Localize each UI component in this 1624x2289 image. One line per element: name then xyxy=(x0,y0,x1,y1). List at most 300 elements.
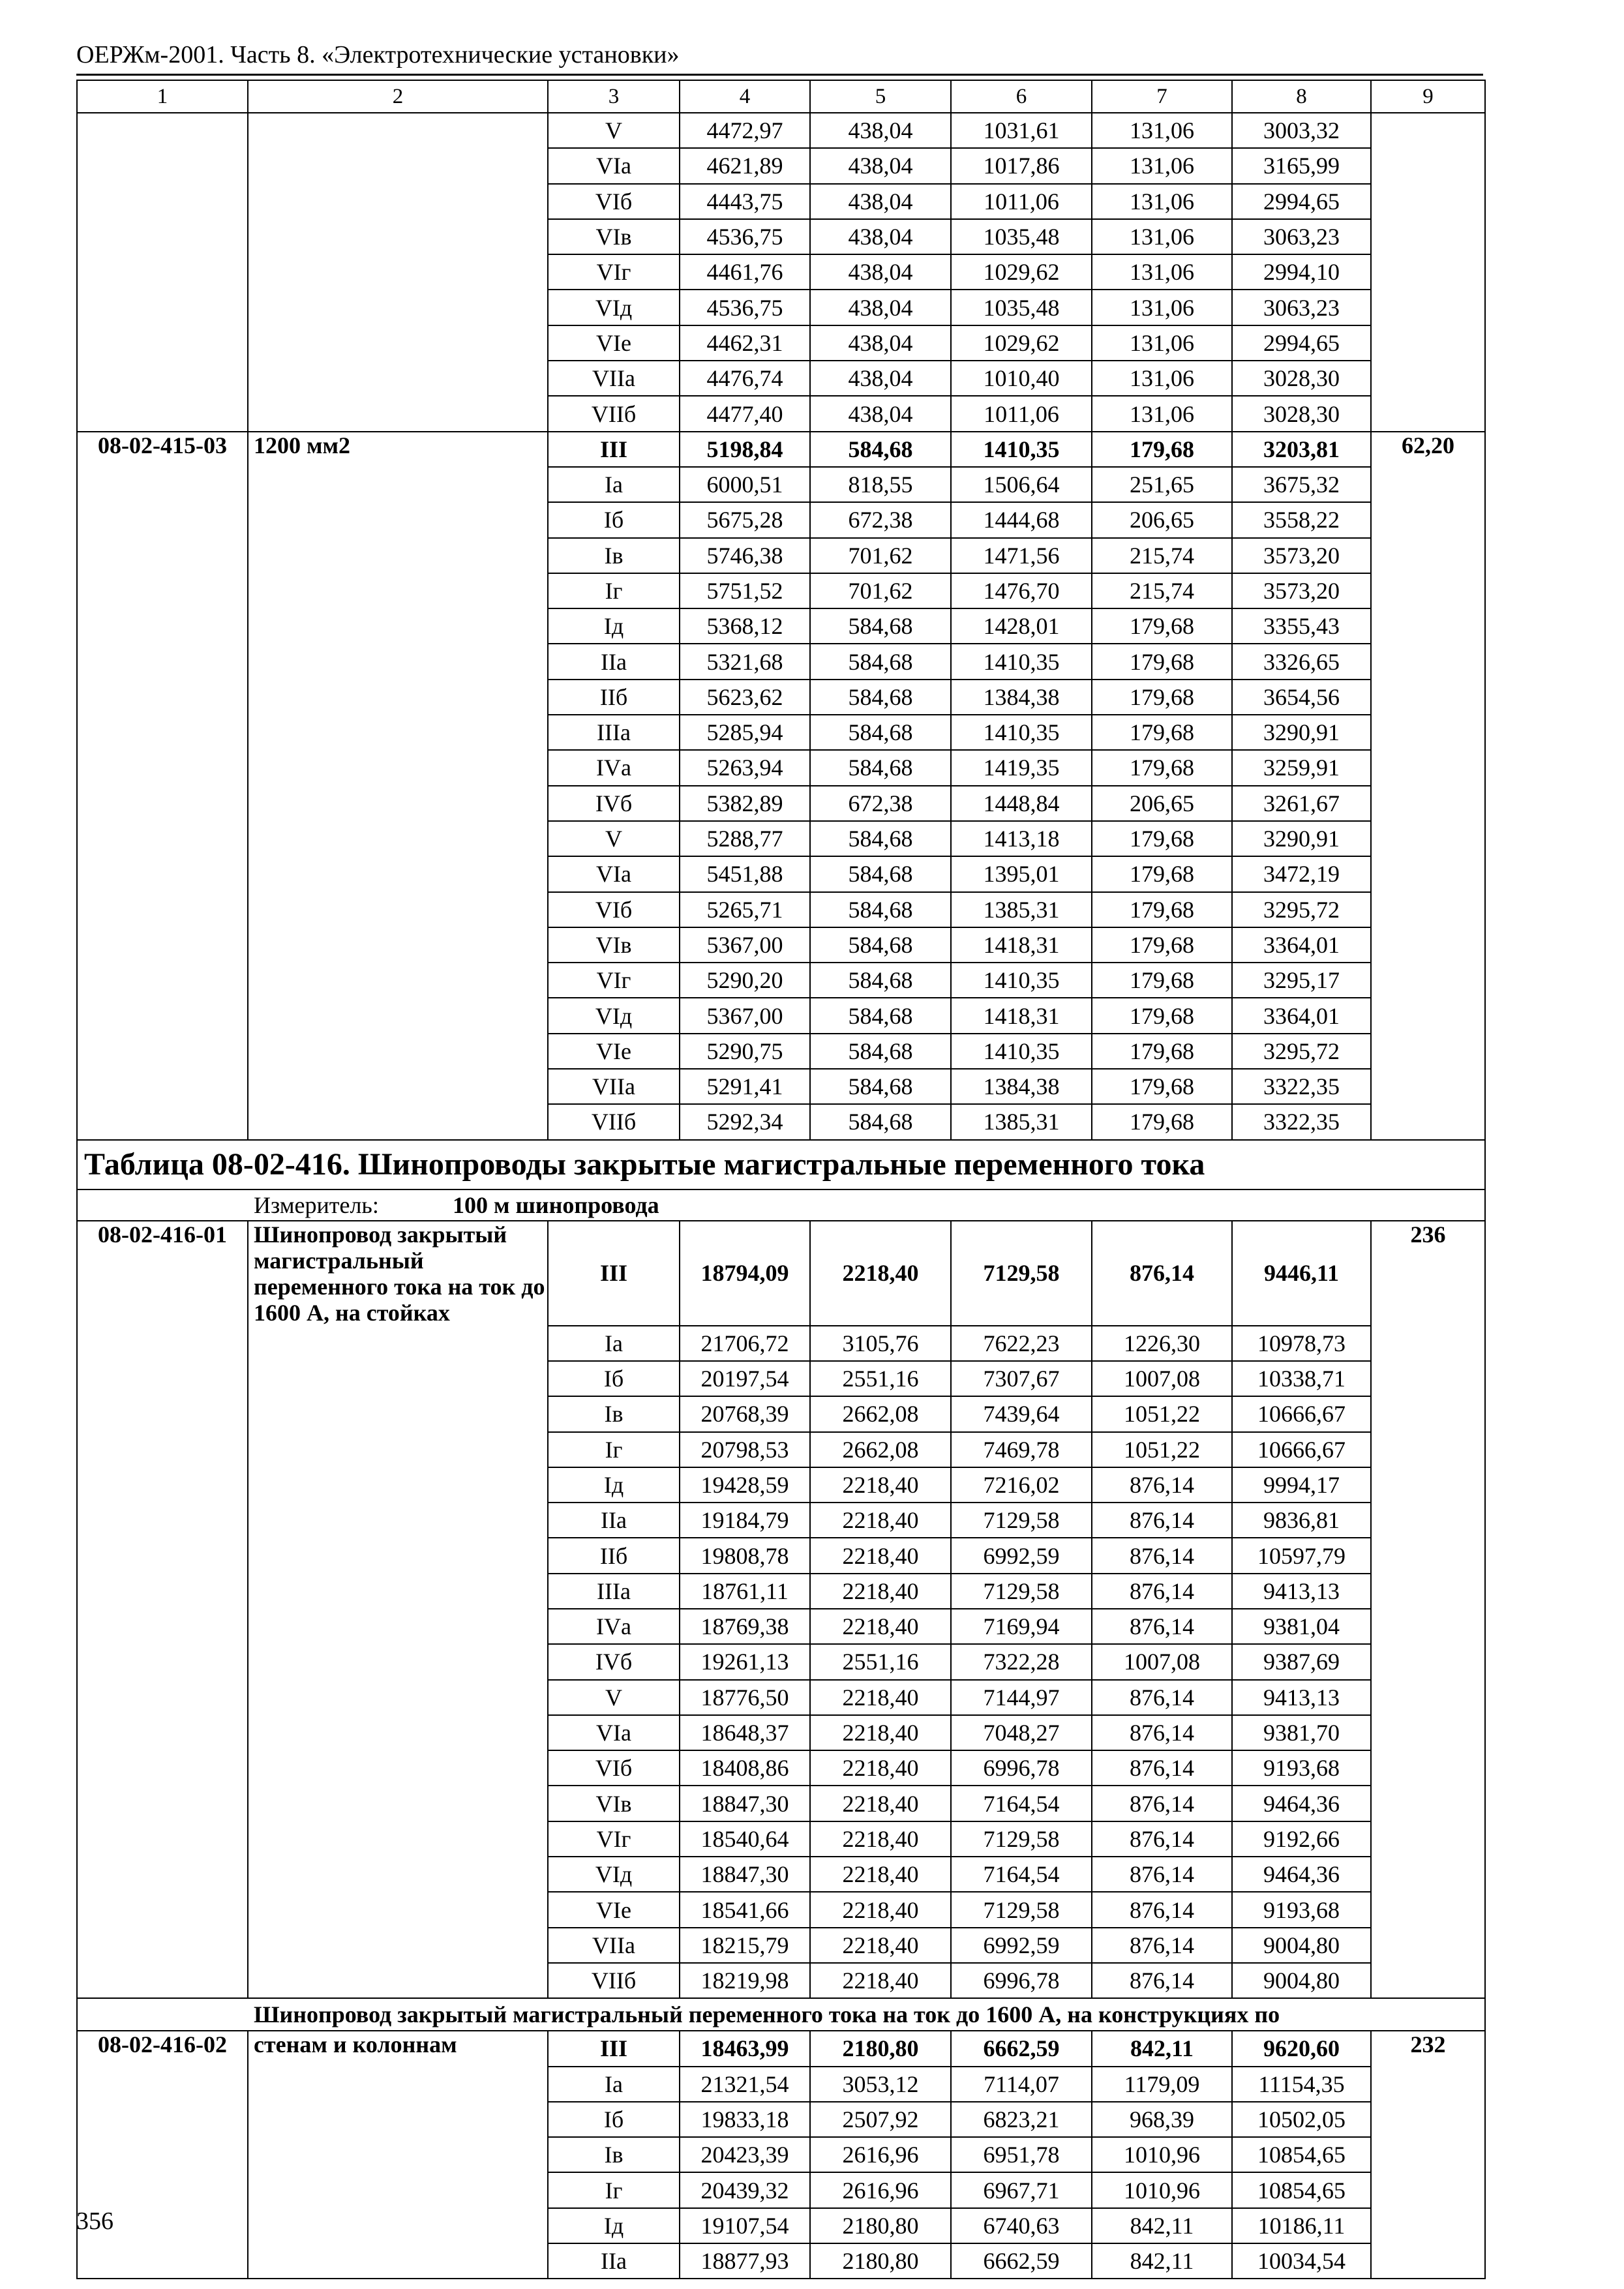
table-row xyxy=(77,1034,1485,1069)
region-zone-cell: VIв xyxy=(548,927,680,963)
labor-hours-cell xyxy=(1371,254,1485,290)
labor-cost-cell: 584,68 xyxy=(810,644,951,679)
operator-pay-cell: 179,68 xyxy=(1092,963,1232,998)
labor-cost-cell: 438,04 xyxy=(810,113,951,148)
materials-cost-cell: 11154,35 xyxy=(1232,2067,1371,2102)
rate-code-cell xyxy=(77,2172,248,2207)
total-cost-cell: 5290,20 xyxy=(680,963,810,998)
machine-cost-cell: 6992,59 xyxy=(951,1538,1092,1573)
region-zone-cell: Iг xyxy=(548,1432,680,1467)
work-name-cell xyxy=(248,396,548,431)
rate-code-cell xyxy=(77,1821,248,1857)
labor-hours-cell xyxy=(1371,1963,1485,1998)
labor-hours-cell xyxy=(1371,1609,1485,1644)
table-row xyxy=(77,1574,1485,1609)
total-cost-cell: 5290,75 xyxy=(680,1034,810,1069)
operator-pay-cell: 179,68 xyxy=(1092,644,1232,679)
machine-cost-cell: 1011,06 xyxy=(951,184,1092,219)
table-row xyxy=(77,1644,1485,1679)
work-name-cell xyxy=(248,750,548,785)
table-row xyxy=(77,680,1485,715)
work-name-cell xyxy=(248,715,548,750)
machine-cost-cell: 7114,07 xyxy=(951,2067,1092,2102)
operator-pay-cell: 876,14 xyxy=(1092,1892,1232,1927)
work-name-cell xyxy=(248,1644,548,1679)
operator-pay-cell: 206,65 xyxy=(1092,786,1232,821)
labor-cost-cell: 2218,40 xyxy=(810,1221,951,1326)
region-zone-cell: VIг xyxy=(548,963,680,998)
work-name-cell xyxy=(248,1857,548,1892)
materials-cost-cell: 10666,67 xyxy=(1232,1432,1371,1467)
rate-code-cell xyxy=(77,1326,248,1361)
labor-cost-cell: 2218,40 xyxy=(810,1503,951,1538)
operator-pay-cell: 876,14 xyxy=(1092,1715,1232,1750)
labor-hours-cell xyxy=(1371,644,1485,679)
rate-code-cell xyxy=(77,254,248,290)
work-name-cell xyxy=(248,2102,548,2137)
work-name-cell xyxy=(248,1609,548,1644)
machine-cost-cell: 1035,48 xyxy=(951,290,1092,325)
measure-cell xyxy=(77,1189,1485,1221)
operator-pay-cell: 1051,22 xyxy=(1092,1432,1232,1467)
materials-cost-cell: 9413,13 xyxy=(1232,1574,1371,1609)
rate-code-cell xyxy=(77,1467,248,1503)
labor-hours-cell xyxy=(1371,1644,1485,1679)
total-cost-cell: 4536,75 xyxy=(680,290,810,325)
rate-code-cell xyxy=(77,396,248,431)
total-cost-cell: 5291,41 xyxy=(680,1069,810,1104)
column-number: 8 xyxy=(1232,80,1371,113)
labor-hours-cell xyxy=(1371,715,1485,750)
region-zone-cell: Iа xyxy=(548,2067,680,2102)
materials-cost-cell: 9446,11 xyxy=(1232,1221,1371,1326)
total-cost-cell: 18540,64 xyxy=(680,1821,810,1857)
labor-hours-cell: 62,20 xyxy=(1371,432,1485,467)
operator-pay-cell: 876,14 xyxy=(1092,1928,1232,1963)
operator-pay-cell: 179,68 xyxy=(1092,821,1232,856)
labor-cost-cell: 584,68 xyxy=(810,892,951,927)
labor-hours-cell xyxy=(1371,608,1485,644)
total-cost-cell: 4477,40 xyxy=(680,396,810,431)
labor-cost-cell: 2551,16 xyxy=(810,1644,951,1679)
region-zone-cell: VIб xyxy=(548,1750,680,1786)
work-name-cell xyxy=(248,2243,548,2279)
rate-code-cell xyxy=(77,1963,248,1998)
table-row xyxy=(77,608,1485,644)
materials-cost-cell: 10338,71 xyxy=(1232,1361,1371,1396)
work-name-cell xyxy=(248,1034,548,1069)
region-zone-cell: VIа xyxy=(548,856,680,891)
rate-code-cell xyxy=(77,892,248,927)
total-cost-cell: 18463,99 xyxy=(680,2031,810,2066)
total-cost-cell: 5288,77 xyxy=(680,821,810,856)
total-cost-cell: 18761,11 xyxy=(680,1574,810,1609)
machine-cost-cell: 7048,27 xyxy=(951,1715,1092,1750)
materials-cost-cell: 3364,01 xyxy=(1232,927,1371,963)
total-cost-cell: 21706,72 xyxy=(680,1326,810,1361)
region-zone-cell: Iв xyxy=(548,1396,680,1431)
table-row xyxy=(77,1221,1485,1326)
total-cost-cell: 18847,30 xyxy=(680,1786,810,1821)
table-row xyxy=(77,1432,1485,1467)
labor-hours-cell xyxy=(1371,219,1485,254)
total-cost-cell: 5367,00 xyxy=(680,927,810,963)
labor-cost-cell: 2551,16 xyxy=(810,1361,951,1396)
labor-cost-cell: 438,04 xyxy=(810,361,951,396)
labor-hours-cell xyxy=(1371,2208,1485,2243)
rate-code-cell xyxy=(77,1857,248,1892)
region-zone-cell: Iа xyxy=(548,1326,680,1361)
region-zone-cell: Iа xyxy=(548,467,680,502)
region-zone-cell: VIIа xyxy=(548,1069,680,1104)
region-zone-cell: VIе xyxy=(548,1034,680,1069)
work-name-cell xyxy=(248,927,548,963)
region-zone-cell: VIб xyxy=(548,892,680,927)
region-zone-cell: III xyxy=(548,432,680,467)
work-name-cell xyxy=(248,1538,548,1573)
rate-code-cell xyxy=(77,325,248,361)
labor-cost-cell: 584,68 xyxy=(810,927,951,963)
work-name-cell xyxy=(248,502,548,537)
total-cost-cell: 19428,59 xyxy=(680,1467,810,1503)
labor-hours-cell xyxy=(1371,290,1485,325)
labor-hours-cell xyxy=(1371,1104,1485,1139)
materials-cost-cell: 9004,80 xyxy=(1232,1928,1371,1963)
machine-cost-cell: 1418,31 xyxy=(951,998,1092,1033)
operator-pay-cell: 876,14 xyxy=(1092,1574,1232,1609)
rate-code-cell xyxy=(77,680,248,715)
region-zone-cell: VIа xyxy=(548,1715,680,1750)
region-zone-cell: Iд xyxy=(548,608,680,644)
labor-cost-cell: 438,04 xyxy=(810,184,951,219)
total-cost-cell: 18215,79 xyxy=(680,1928,810,1963)
total-cost-cell: 5368,12 xyxy=(680,608,810,644)
table-row xyxy=(77,1892,1485,1927)
rate-code-cell xyxy=(77,786,248,821)
total-cost-cell: 5265,71 xyxy=(680,892,810,927)
labor-hours-cell xyxy=(1371,1680,1485,1715)
rate-code-cell xyxy=(77,1034,248,1069)
materials-cost-cell: 3322,35 xyxy=(1232,1069,1371,1104)
machine-cost-cell: 1385,31 xyxy=(951,892,1092,927)
table-row xyxy=(77,1928,1485,1963)
operator-pay-cell: 1179,09 xyxy=(1092,2067,1232,2102)
operator-pay-cell: 842,11 xyxy=(1092,2031,1232,2066)
labor-cost-cell: 2180,80 xyxy=(810,2208,951,2243)
table-row xyxy=(77,290,1485,325)
labor-hours-cell xyxy=(1371,2243,1485,2279)
rate-code-cell xyxy=(77,219,248,254)
labor-cost-cell: 584,68 xyxy=(810,856,951,891)
labor-cost-cell: 2218,40 xyxy=(810,1963,951,1998)
machine-cost-cell: 7622,23 xyxy=(951,1326,1092,1361)
region-zone-cell: V xyxy=(548,113,680,148)
region-zone-cell: VIд xyxy=(548,290,680,325)
materials-cost-cell: 3295,17 xyxy=(1232,963,1371,998)
total-cost-cell: 18776,50 xyxy=(680,1680,810,1715)
table-row xyxy=(77,502,1485,537)
operator-pay-cell: 842,11 xyxy=(1092,2243,1232,2279)
materials-cost-cell: 10978,73 xyxy=(1232,1326,1371,1361)
work-name-cell xyxy=(248,573,548,608)
table-row xyxy=(77,467,1485,502)
rate-code-cell xyxy=(77,1680,248,1715)
work-name-cell xyxy=(248,680,548,715)
column-number: 9 xyxy=(1371,80,1485,113)
table-row xyxy=(77,1503,1485,1538)
machine-cost-cell: 1410,35 xyxy=(951,1034,1092,1069)
region-zone-cell: V xyxy=(548,1680,680,1715)
rate-code-cell xyxy=(77,184,248,219)
column-number: 4 xyxy=(680,80,810,113)
table-row xyxy=(77,2172,1485,2207)
labor-cost-cell: 2218,40 xyxy=(810,1750,951,1786)
machine-cost-cell: 1035,48 xyxy=(951,219,1092,254)
column-number: 7 xyxy=(1092,80,1232,113)
region-zone-cell: IIIа xyxy=(548,715,680,750)
total-cost-cell: 20768,39 xyxy=(680,1396,810,1431)
labor-hours-cell xyxy=(1371,1928,1485,1963)
region-zone-cell: Iб xyxy=(548,1361,680,1396)
operator-pay-cell: 876,14 xyxy=(1092,1786,1232,1821)
rate-code-cell xyxy=(77,2067,248,2102)
total-cost-cell: 18847,30 xyxy=(680,1857,810,1892)
machine-cost-cell: 1011,06 xyxy=(951,396,1092,431)
rate-code-cell xyxy=(77,2102,248,2137)
table-row xyxy=(77,1396,1485,1431)
labor-cost-cell: 818,55 xyxy=(810,467,951,502)
rate-code-cell xyxy=(77,821,248,856)
total-cost-cell: 5746,38 xyxy=(680,538,810,573)
machine-cost-cell: 6740,63 xyxy=(951,2208,1092,2243)
table-row xyxy=(77,573,1485,608)
labor-cost-cell: 672,38 xyxy=(810,786,951,821)
region-zone-cell: IIб xyxy=(548,1538,680,1573)
total-cost-cell: 5623,62 xyxy=(680,680,810,715)
operator-pay-cell: 131,06 xyxy=(1092,148,1232,183)
labor-cost-cell: 584,68 xyxy=(810,821,951,856)
materials-cost-cell: 10186,11 xyxy=(1232,2208,1371,2243)
materials-cost-cell: 2994,65 xyxy=(1232,184,1371,219)
work-name-cell xyxy=(248,325,548,361)
table-row xyxy=(77,786,1485,821)
work-name-cell xyxy=(248,1892,548,1927)
machine-cost-cell: 7144,97 xyxy=(951,1680,1092,1715)
work-name-cell xyxy=(248,1503,548,1538)
table-row xyxy=(77,2031,1485,2066)
labor-hours-cell xyxy=(1371,396,1485,431)
materials-cost-cell: 9004,80 xyxy=(1232,1963,1371,1998)
materials-cost-cell: 10854,65 xyxy=(1232,2137,1371,2172)
work-name-cell xyxy=(248,361,548,396)
work-name-cell xyxy=(248,1361,548,1396)
region-zone-cell: Iг xyxy=(548,2172,680,2207)
total-cost-cell: 20798,53 xyxy=(680,1432,810,1467)
materials-cost-cell: 3295,72 xyxy=(1232,892,1371,927)
rate-code-cell xyxy=(77,1361,248,1396)
operator-pay-cell: 876,14 xyxy=(1092,1821,1232,1857)
total-cost-cell: 19833,18 xyxy=(680,2102,810,2137)
work-name-cell: Шинопровод закрытый магистральный переменного тока на ток до 1600 А, на стойках xyxy=(248,1221,548,1326)
header-rule xyxy=(76,74,1483,76)
work-name-cell xyxy=(248,1750,548,1786)
materials-cost-cell: 3063,23 xyxy=(1232,290,1371,325)
work-name-cell xyxy=(248,644,548,679)
labor-hours-cell xyxy=(1371,148,1485,183)
operator-pay-cell: 179,68 xyxy=(1092,432,1232,467)
labor-cost-cell: 701,62 xyxy=(810,573,951,608)
rate-code-cell xyxy=(77,573,248,608)
machine-cost-cell: 6662,59 xyxy=(951,2243,1092,2279)
work-name-cell xyxy=(248,290,548,325)
machine-cost-cell: 6996,78 xyxy=(951,1750,1092,1786)
labor-cost-cell: 2218,40 xyxy=(810,1821,951,1857)
work-name-cell xyxy=(248,998,548,1033)
materials-cost-cell: 9381,04 xyxy=(1232,1609,1371,1644)
rate-code-cell: 08-02-415-03 xyxy=(77,432,248,467)
region-zone-cell: IVа xyxy=(548,750,680,785)
labor-cost-cell: 3105,76 xyxy=(810,1326,951,1361)
operator-pay-cell: 179,68 xyxy=(1092,1104,1232,1139)
subsection-title-row xyxy=(77,1998,1485,2031)
machine-cost-cell: 7129,58 xyxy=(951,1503,1092,1538)
labor-hours-cell xyxy=(1371,502,1485,537)
measure-row xyxy=(77,1189,1485,1221)
labor-hours-cell: 236 xyxy=(1371,1221,1485,1326)
region-zone-cell: IIа xyxy=(548,2243,680,2279)
table-row xyxy=(77,1069,1485,1104)
machine-cost-cell: 6992,59 xyxy=(951,1928,1092,1963)
rate-code-cell xyxy=(77,1538,248,1573)
column-number: 5 xyxy=(810,80,951,113)
labor-cost-cell: 2180,80 xyxy=(810,2243,951,2279)
labor-cost-cell: 584,68 xyxy=(810,608,951,644)
rate-code-cell xyxy=(77,608,248,644)
table-row xyxy=(77,1750,1485,1786)
region-zone-cell: Iб xyxy=(548,502,680,537)
total-cost-cell: 18648,37 xyxy=(680,1715,810,1750)
materials-cost-cell: 9836,81 xyxy=(1232,1503,1371,1538)
table-row xyxy=(77,750,1485,785)
materials-cost-cell: 3675,32 xyxy=(1232,467,1371,502)
total-cost-cell: 18219,98 xyxy=(680,1963,810,1998)
labor-hours-cell xyxy=(1371,538,1485,573)
labor-hours-cell xyxy=(1371,998,1485,1033)
rate-code-cell xyxy=(77,998,248,1033)
labor-hours-cell xyxy=(1371,184,1485,219)
operator-pay-cell: 876,14 xyxy=(1092,1750,1232,1786)
labor-cost-cell: 672,38 xyxy=(810,502,951,537)
operator-pay-cell: 179,68 xyxy=(1092,998,1232,1033)
labor-cost-cell: 2662,08 xyxy=(810,1432,951,1467)
table-row xyxy=(77,1963,1485,1998)
labor-cost-cell: 701,62 xyxy=(810,538,951,573)
materials-cost-cell: 2994,65 xyxy=(1232,325,1371,361)
operator-pay-cell: 179,68 xyxy=(1092,856,1232,891)
table-row xyxy=(77,396,1485,431)
machine-cost-cell: 1444,68 xyxy=(951,502,1092,537)
table-row xyxy=(77,1538,1485,1573)
machine-cost-cell: 1419,35 xyxy=(951,750,1092,785)
materials-cost-cell: 9464,36 xyxy=(1232,1857,1371,1892)
labor-hours-cell xyxy=(1371,1432,1485,1467)
total-cost-cell: 5292,34 xyxy=(680,1104,810,1139)
region-zone-cell: VIIб xyxy=(548,1963,680,1998)
materials-cost-cell: 10666,67 xyxy=(1232,1396,1371,1431)
machine-cost-cell: 1413,18 xyxy=(951,821,1092,856)
operator-pay-cell: 179,68 xyxy=(1092,1034,1232,1069)
labor-hours-cell xyxy=(1371,1538,1485,1573)
work-name-cell xyxy=(248,821,548,856)
labor-hours-cell xyxy=(1371,1750,1485,1786)
materials-cost-cell: 3003,32 xyxy=(1232,113,1371,148)
operator-pay-cell: 215,74 xyxy=(1092,538,1232,573)
rate-code-cell xyxy=(77,1892,248,1927)
operator-pay-cell: 131,06 xyxy=(1092,254,1232,290)
machine-cost-cell: 7169,94 xyxy=(951,1609,1092,1644)
rate-code-cell xyxy=(77,2243,248,2279)
labor-cost-cell: 2218,40 xyxy=(810,1467,951,1503)
measure-value: 100 м шинопровода xyxy=(453,1191,659,1218)
labor-cost-cell: 2218,40 xyxy=(810,1892,951,1927)
operator-pay-cell: 1051,22 xyxy=(1092,1396,1232,1431)
region-zone-cell: VIIа xyxy=(548,1928,680,1963)
materials-cost-cell: 9413,13 xyxy=(1232,1680,1371,1715)
total-cost-cell: 18769,38 xyxy=(680,1609,810,1644)
labor-hours-cell xyxy=(1371,1503,1485,1538)
machine-cost-cell: 1385,31 xyxy=(951,1104,1092,1139)
table-row xyxy=(77,1326,1485,1361)
materials-cost-cell: 9192,66 xyxy=(1232,1821,1371,1857)
region-zone-cell: Iв xyxy=(548,538,680,573)
labor-cost-cell: 584,68 xyxy=(810,715,951,750)
machine-cost-cell: 7322,28 xyxy=(951,1644,1092,1679)
table-row xyxy=(77,1609,1485,1644)
operator-pay-cell: 179,68 xyxy=(1092,608,1232,644)
labor-hours-cell xyxy=(1371,1396,1485,1431)
labor-cost-cell: 2218,40 xyxy=(810,1786,951,1821)
rate-code-cell xyxy=(77,1396,248,1431)
materials-cost-cell: 3203,81 xyxy=(1232,432,1371,467)
machine-cost-cell: 1410,35 xyxy=(951,715,1092,750)
machine-cost-cell: 6967,71 xyxy=(951,2172,1092,2207)
table-row xyxy=(77,1821,1485,1857)
total-cost-cell: 21321,54 xyxy=(680,2067,810,2102)
operator-pay-cell: 131,06 xyxy=(1092,219,1232,254)
work-name-cell xyxy=(248,1786,548,1821)
materials-cost-cell: 3063,23 xyxy=(1232,219,1371,254)
machine-cost-cell: 7129,58 xyxy=(951,1574,1092,1609)
materials-cost-cell: 3259,91 xyxy=(1232,750,1371,785)
rate-code-cell: 08-02-416-02 xyxy=(77,2031,248,2066)
total-cost-cell: 4461,76 xyxy=(680,254,810,290)
total-cost-cell: 4536,75 xyxy=(680,219,810,254)
total-cost-cell: 18794,09 xyxy=(680,1221,810,1326)
rate-code-cell xyxy=(77,927,248,963)
region-zone-cell: Iб xyxy=(548,2102,680,2137)
operator-pay-cell: 876,14 xyxy=(1092,1680,1232,1715)
table-row xyxy=(77,963,1485,998)
labor-cost-cell: 438,04 xyxy=(810,148,951,183)
total-cost-cell: 5321,68 xyxy=(680,644,810,679)
operator-pay-cell: 131,06 xyxy=(1092,361,1232,396)
work-name-cell xyxy=(248,963,548,998)
total-cost-cell: 5675,28 xyxy=(680,502,810,537)
work-name-cell xyxy=(248,467,548,502)
labor-cost-cell: 2218,40 xyxy=(810,1680,951,1715)
rate-code-cell xyxy=(77,1609,248,1644)
labor-cost-cell: 2218,40 xyxy=(810,1857,951,1892)
